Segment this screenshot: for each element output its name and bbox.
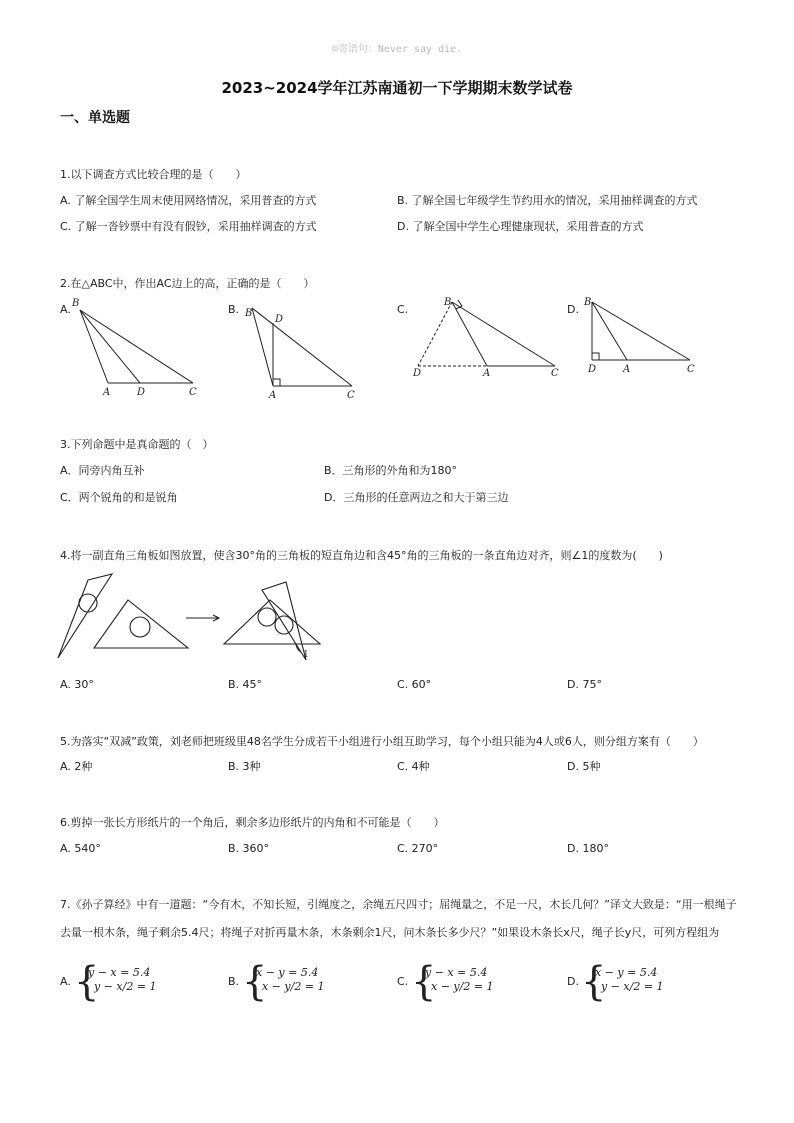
figure-a-label-b: B <box>72 298 80 309</box>
equation-line-1: y − x = 5.4 <box>425 966 488 979</box>
figure-d-label-a: A <box>623 364 631 375</box>
figure-b-label-b: B <box>245 308 253 319</box>
figure-b-label-d: D <box>275 314 284 325</box>
question-5-option-a[interactable]: A. 2种 <box>60 760 93 773</box>
question-3-option-d[interactable]: D．三角形的任意两边之和大于第三边 <box>324 491 509 504</box>
combined-30-square <box>262 582 306 660</box>
figure-c-label-c: C <box>551 368 559 379</box>
question-4-option-b[interactable]: B. 45° <box>228 678 263 691</box>
question-6-option-a[interactable]: A. 540° <box>60 842 101 855</box>
question-4-stem: 4.将一副直角三角板如图放置，使含30°角的三角板的短直角边和含45°角的三角板的一条直角边对齐，则∠1的度数为( ) <box>60 549 663 562</box>
question-5-stem: 5.为落实“双减”政策，刘老师把班级里48名学生分成若干小组进行小组互助学习，每个小组只能为4人或6人，则分组方案有（ ） <box>60 735 704 748</box>
brace-icon: { <box>411 959 437 1005</box>
figure-d-label-c: C <box>687 364 695 375</box>
equation-line-2: x − y/2 = 1 <box>431 980 494 993</box>
question-2-option-c-label[interactable]: C. <box>397 303 409 316</box>
question-7-option-b-system[interactable] <box>242 959 342 1016</box>
section-heading: 一、单选题 <box>60 110 130 126</box>
figure-a-label-d: D <box>137 387 146 398</box>
figure-b-label-c: C <box>347 390 355 401</box>
question-5-option-d[interactable]: D. 5种 <box>567 760 601 773</box>
set-square-30-outer <box>58 574 112 658</box>
question-2-option-d-label[interactable]: D. <box>567 303 579 316</box>
question-1-option-b[interactable]: B. 了解全国七年级学生节约用水的情况，采用抽样调查的方式 <box>397 194 698 207</box>
figure-d-triangle <box>592 302 690 360</box>
set-square-30-hole <box>79 594 97 612</box>
question-6-option-b[interactable]: B. 360° <box>228 842 270 855</box>
figure-d-label-b: B <box>584 297 592 308</box>
figure-c-label-b: B <box>444 297 452 308</box>
question-7-option-c-label[interactable]: C. <box>397 975 409 988</box>
question-7-stem: 7.《孙子算经》中有一道题：“今有木，不知长短，引绳度之，余绳五尺四寸；屈绳量之，不足一尺，木长几何？”译文大致是：“用一根绳子去量一根木条，绳子剩余5.4尺；将绳子对折再量木条，木条剩余1尺，问木条长多少尺？”如果设木条长x尺，绳子长y尺，可列方程组为 <box>60 898 737 939</box>
figure-c-triangle <box>418 300 555 366</box>
figure-a-label-a: A <box>103 387 111 398</box>
question-1-option-a[interactable]: A. 了解全国学生周末使用网络情况，采用普查的方式 <box>60 194 317 207</box>
page-title: 2023~2024学年江苏南通初一下学期期末数学试卷 <box>221 79 573 97</box>
figure-c-label-d: D <box>413 368 422 379</box>
question-7-option-c-system[interactable] <box>411 959 511 1016</box>
figure-a-label-c: C <box>189 387 197 398</box>
question-5-option-b[interactable]: B. 3种 <box>228 760 261 773</box>
question-1-stem: 1.以下调查方式比较合理的是（ ） <box>60 168 247 181</box>
question-7-option-d-system[interactable] <box>581 959 681 1016</box>
question-2-option-b-label[interactable]: B. <box>228 303 240 316</box>
question-1-option-c[interactable]: C. 了解一沓钞票中有没有假钞，采用抽样调查的方式 <box>60 220 317 233</box>
question-3-option-b[interactable]: B．三角形的外角和为180° <box>324 464 458 477</box>
question-3-option-a[interactable]: A．同旁内角互补 <box>60 464 145 477</box>
question-3-option-c[interactable]: C．两个锐角的和是锐角 <box>60 491 178 504</box>
question-4-figure <box>50 570 340 670</box>
equation-line-1: y − x = 5.4 <box>88 966 151 979</box>
question-7-option-a-system[interactable] <box>74 959 174 1016</box>
question-4-option-c[interactable]: C. 60° <box>397 678 432 691</box>
question-2-figures <box>0 290 794 405</box>
question-4-option-a[interactable]: A. 30° <box>60 678 94 691</box>
figure-b-label-a: A <box>269 390 277 401</box>
equation-line-1: x − y = 5.4 <box>256 966 319 979</box>
angle-1-label: 1 <box>303 650 309 660</box>
combined-hole-1 <box>258 608 276 626</box>
question-6-stem: 6.剪掉一张长方形纸片的一个角后，剩余多边形纸片的内角和不可能是（ ） <box>60 816 445 829</box>
question-3-stem: 3.下列命题中是真命题的（ ） <box>60 438 214 451</box>
question-1-option-d[interactable]: D. 了解全国中学生心理健康现状，采用普查的方式 <box>397 220 644 233</box>
question-5-option-c[interactable]: C. 4种 <box>397 760 430 773</box>
question-7-option-d-label[interactable]: D. <box>567 975 579 988</box>
question-6-option-d[interactable]: D. 180° <box>567 842 609 855</box>
equation-line-2: x − y/2 = 1 <box>262 980 325 993</box>
equation-line-2: y − x/2 = 1 <box>601 980 664 993</box>
brace-icon: { <box>74 959 100 1005</box>
watermark: ☺寄语句：Never say die. <box>331 44 463 55</box>
equation-line-1: x − y = 5.4 <box>595 966 658 979</box>
question-7-option-b-label[interactable]: B. <box>228 975 240 988</box>
figure-c-label-a: A <box>483 368 491 379</box>
question-2-option-a-label[interactable]: A. <box>60 303 71 316</box>
brace-icon: { <box>242 959 268 1005</box>
brace-icon: { <box>581 959 607 1005</box>
figure-d-label-d: D <box>588 364 597 375</box>
figure-b-triangle <box>252 308 352 386</box>
question-7-option-a-label[interactable]: A. <box>60 975 71 988</box>
equation-line-2: y − x/2 = 1 <box>94 980 157 993</box>
set-square-45-outer <box>94 600 188 648</box>
question-2-stem: 2.在△ABC中，作出AC边上的高，正确的是（ ） <box>60 277 315 290</box>
question-6-option-c[interactable]: C. 270° <box>397 842 439 855</box>
figure-a-triangle <box>80 310 193 383</box>
set-square-45-hole <box>130 617 150 637</box>
question-4-option-d[interactable]: D. 75° <box>567 678 602 691</box>
